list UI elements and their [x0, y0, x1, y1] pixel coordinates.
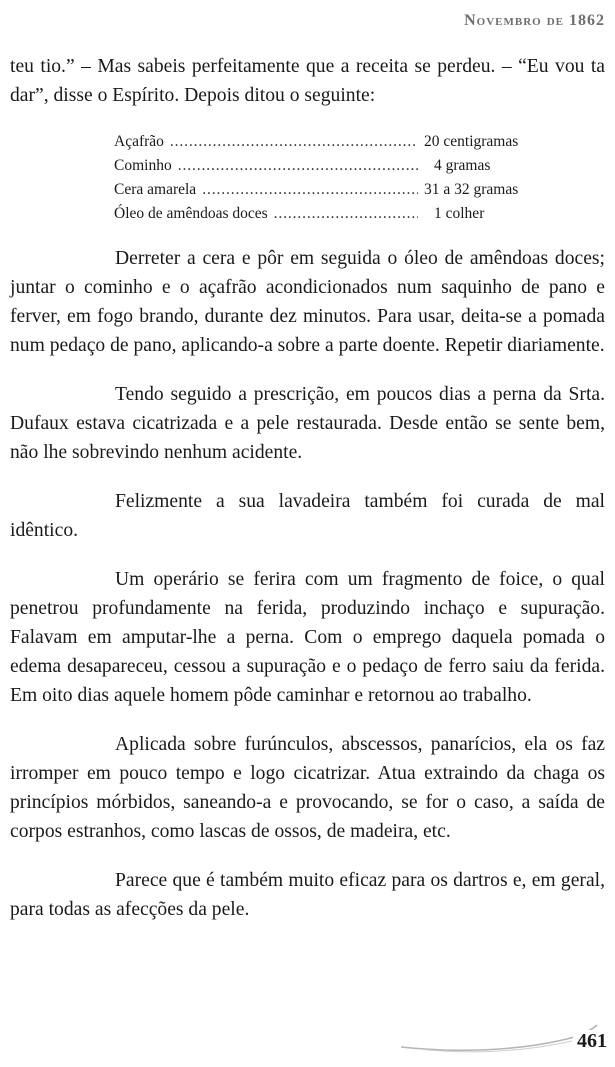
recipe-ingredient: Cominho — [114, 157, 172, 174]
recipe-row — [114, 154, 544, 178]
paragraph-worker: Um operário se ferira com um fragmento de foice, o qual penetrou profundamente na ferida, produzindo inchaço e supuração. Falavam em amputar-lhe a perna. Com o emprego daquela pomada o edema desapareceu, cessou a supuração e o pedaço de ferro saiu da ferida. Em oito dias aquele homem pôde caminhar e retornou ao trabalho. — [10, 569, 605, 706]
paragraph-intro: teu tio.” – Mas sabeis perfeitamente que a receita se perdeu. – “Eu vou ta dar”, disse o Espírito. Depois ditou o seguinte: — [10, 56, 605, 106]
page-number: 461 — [573, 1030, 607, 1053]
paragraph-application: Aplicada sobre furúnculos, abscessos, panarícios, ela os faz irromper em pouco tempo e logo cicatrizar. Atua extraindo da chaga os princípios mórbidos, saneando-a e provocando, se for o caso, a saída de corpos estranhos, como lascas de ossos, de madeira, etc. — [10, 734, 605, 842]
recipe-row — [114, 202, 544, 226]
paragraph-laundress: Felizmente a sua lavadeira também foi curada de mal idêntico. — [10, 491, 605, 541]
recipe-quantity: 31 a 32 gramas — [424, 181, 519, 198]
recipe-quantity: 20 centigramas — [424, 133, 519, 150]
leader-dots — [178, 154, 418, 178]
paragraph-instructions: Derreter a cera e pôr em seguida o óleo de amêndoas doces; juntar o cominho e o açafrão acondicionados num saquinho de pano e ferver, em fogo brando, durante dez minutos. Para usar, deita-se a pomada num pedaço de pano, aplicando-a sobre a parte doente. Repetir diariamente. — [10, 248, 605, 356]
recipe-row — [114, 130, 544, 154]
recipe-quantity: 1 colher — [434, 205, 485, 222]
recipe-ingredient: Cera amarela — [114, 181, 197, 198]
recipe-list — [114, 130, 544, 226]
leader-dots — [170, 130, 418, 154]
recipe-row — [114, 178, 544, 202]
leader-dots — [202, 178, 418, 202]
page-footer — [397, 1017, 607, 1057]
recipe-ingredient: Óleo de amêndoas doces — [114, 205, 268, 222]
page-body — [10, 52, 605, 944]
recipe-ingredient: Açafrão — [114, 133, 164, 150]
paragraph-result: Tendo seguido a prescrição, em poucos dias a perna da Srta. Dufaux estava cicatrizada e a pele restaurada. Desde então se sente bem, não lhe sobrevindo nenhum acidente. — [10, 384, 605, 463]
leader-dots — [274, 202, 418, 226]
paragraph-skin: Parece que é também muito eficaz para os dartros e, em geral, para todas as afecções da pele. — [10, 870, 605, 920]
running-header: Novembro de 1862 — [464, 12, 605, 29]
recipe-quantity: 4 gramas — [434, 157, 491, 174]
